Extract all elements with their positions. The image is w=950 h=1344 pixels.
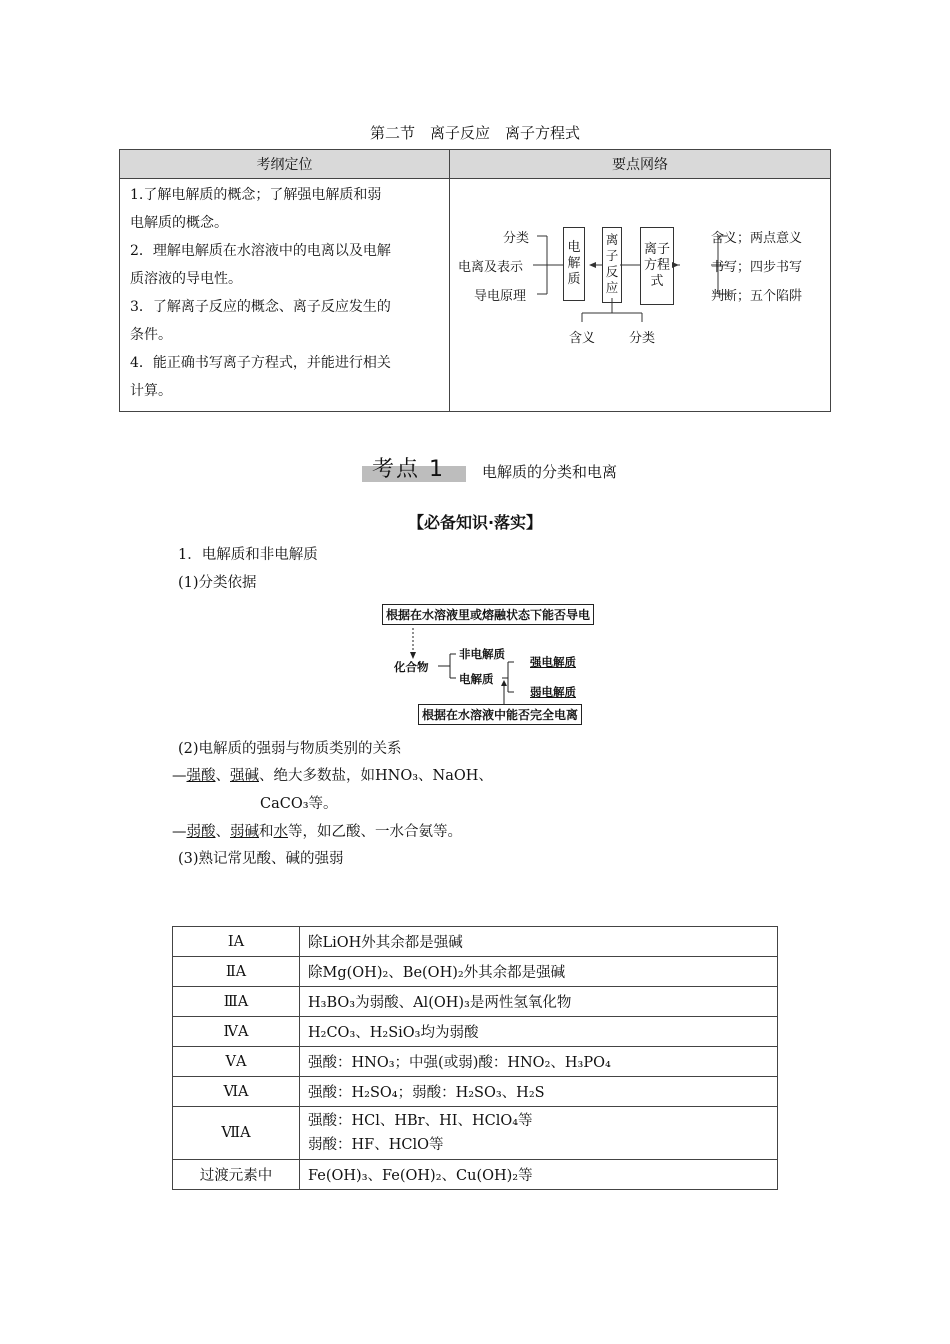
group-cell: ⅢA <box>173 987 300 1017</box>
strong-electrolyte-line: —强酸、强碱、绝大多数盐，如HNO₃、NaOH、 <box>172 768 493 784</box>
group-cell: ⅥA <box>173 1077 300 1107</box>
goal-line: 计算。 <box>130 383 172 399</box>
section-heading: 【必备知识·落实】 <box>407 513 543 532</box>
kaodian-label: 考点 1 <box>372 457 445 482</box>
flow-strong: 强电解质 <box>530 655 576 669</box>
item-1-3: (3)熟记常见酸、碱的强弱 <box>178 851 344 867</box>
acid-base-table <box>172 926 778 1190</box>
col-header-outline: 考纲定位 <box>120 150 450 179</box>
classification-flowchart <box>380 604 602 726</box>
blank-weak-acid: 弱酸 <box>186 824 216 840</box>
flow-compound: 化合物 <box>394 660 429 674</box>
description-cell: Fe(OH)₃、Fe(OH)₂、Cu(OH)₂等 <box>300 1160 778 1190</box>
flow-bottom-box: 根据在水溶液中能否完全电离 <box>418 704 582 725</box>
network-right-3: 判断；五个陷阱 <box>711 289 803 304</box>
box-ionic-reaction: 离子反应 <box>602 227 622 303</box>
flow-non-electrolyte: 非电解质 <box>459 647 505 661</box>
description-cell: 除Mg(OH)₂、Be(OH)₂外其余都是强碱 <box>300 957 778 987</box>
network-bottom-1: 含义 <box>569 331 596 346</box>
table-row <box>173 927 778 957</box>
table-row <box>173 1047 778 1077</box>
goal-line: 3．了解离子反应的概念、离子反应发生的 <box>130 299 391 315</box>
outline-table <box>119 149 831 412</box>
description-line: 强酸：HCl、HBr、HI、HClO₄等 <box>308 1113 533 1129</box>
kaodian-title: 电解质的分类和电离 <box>482 463 618 481</box>
group-cell: ⅣA <box>173 1017 300 1047</box>
goal-line: 4．能正确书写离子方程式，并能进行相关 <box>130 355 391 371</box>
blank-strong-base: 强碱 <box>230 768 259 784</box>
group-cell: ⅡA <box>173 957 300 987</box>
item-1-2: (2)电解质的强弱与物质类别的关系 <box>178 741 402 757</box>
group-cell: ⅦA <box>173 1107 300 1160</box>
weak-electrolyte-line: —弱酸、弱碱和水等，如乙酸、一水合氨等。 <box>172 824 462 840</box>
network-left-3: 导电原理 <box>474 289 527 304</box>
box-electrolyte: 电解质 <box>563 227 585 301</box>
col-header-network: 要点网络 <box>450 150 831 179</box>
network-right-2: 书写；四步书写 <box>711 260 803 275</box>
group-cell: 过渡元素中 <box>173 1160 300 1190</box>
description-cell: H₂CO₃、H₂SiO₃均为弱酸 <box>300 1017 778 1047</box>
table-row <box>173 957 778 987</box>
blank-weak-base: 弱碱 <box>230 824 259 840</box>
table-row <box>173 1077 778 1107</box>
item-1: 1．电解质和非电解质 <box>178 547 318 563</box>
flow-weak: 弱电解质 <box>530 685 576 699</box>
table-row <box>173 1107 778 1160</box>
description-cell: 除LiOH外其余都是强碱 <box>300 927 778 957</box>
blank-water: 水 <box>273 824 288 840</box>
description-cell: H₃BO₃为弱酸、Al(OH)₃是两性氢氧化物 <box>300 987 778 1017</box>
network-left-1: 分类 <box>503 231 530 246</box>
goal-line: 质溶液的导电性。 <box>130 271 242 287</box>
blank-strong-acid: 强酸 <box>186 768 216 784</box>
network-left-2: 电离及表示 <box>458 260 524 275</box>
knowledge-network-cell <box>450 179 831 412</box>
table-row <box>173 987 778 1017</box>
network-bottom-2: 分类 <box>629 331 656 346</box>
item-1-1: (1)分类依据 <box>178 575 257 591</box>
goal-line: 条件。 <box>130 327 172 343</box>
flow-top-box: 根据在水溶液里或熔融状态下能否导电 <box>382 604 594 625</box>
goal-line: 2．理解电解质在水溶液中的电离以及电解 <box>130 243 391 259</box>
goal-line: 电解质的概念。 <box>130 215 228 231</box>
description-cell: 强酸：H₂SO₄；弱酸：H₂SO₃、H₂S <box>300 1077 778 1107</box>
group-cell: ⅠA <box>173 927 300 957</box>
group-cell: ⅤA <box>173 1047 300 1077</box>
outline-goals <box>120 179 450 412</box>
flow-electrolyte: 电解质 <box>459 672 494 686</box>
description-cell: 强酸：HNO₃；中强(或弱)酸：HNO₂、H₃PO₄ <box>300 1047 778 1077</box>
box-ionic-equation: 离子方程式 <box>640 227 674 305</box>
description-cell <box>300 1107 778 1160</box>
goal-line: 1.了解电解质的概念；了解强电解质和弱 <box>130 187 382 203</box>
network-right-1: 含义；两点意义 <box>711 231 803 246</box>
strong-electrolyte-line-2: CaCO₃等。 <box>260 796 338 812</box>
table-row <box>173 1017 778 1047</box>
description-line: 弱酸：HF、HClO等 <box>308 1137 444 1153</box>
section-title: 第二节 离子反应 离子方程式 <box>369 124 580 142</box>
table-row <box>173 1160 778 1190</box>
knowledge-network-diagram <box>451 180 829 400</box>
